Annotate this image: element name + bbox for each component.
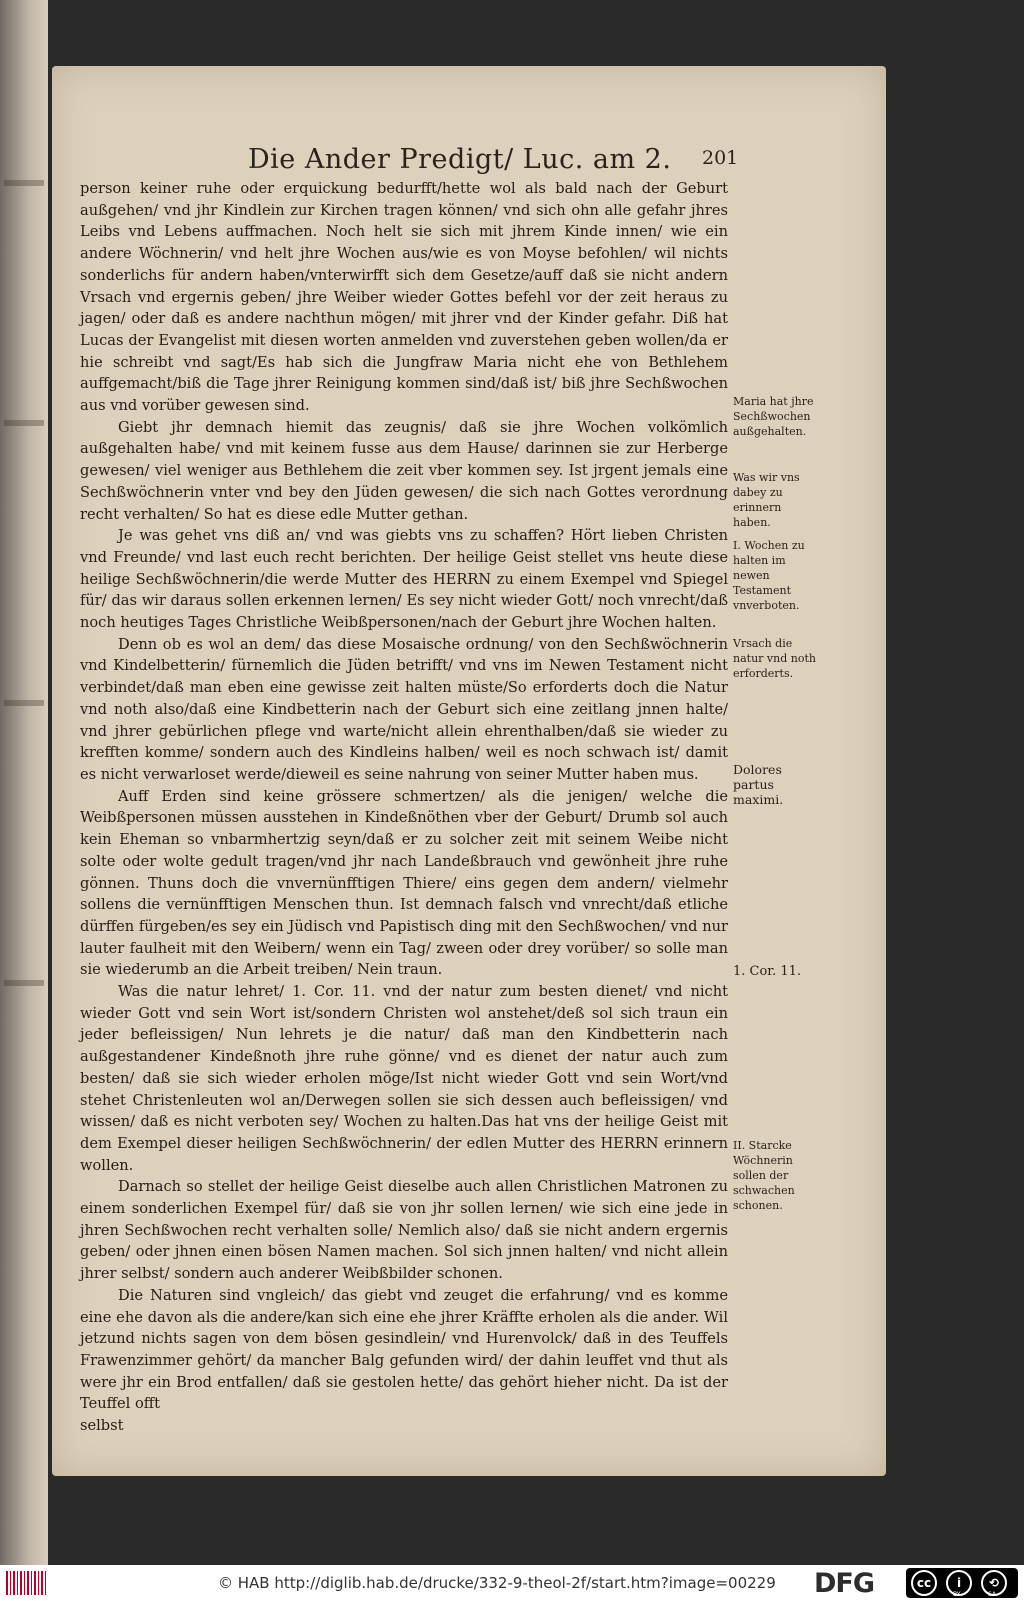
paragraph: Je was gehet vns diß an/ vnd was giebts vns zu schaffen? Hört lieben Christen vnd Freunde/ vnd last euch recht berichten. Der heilige Geist stellet vns heute diese heilige Sechßwöchnerin/die werde Mutter des HERRN zu einem Exempel vnd Spiegel für/ das wir daraus sollen erkennen lernen/ Es sey nicht wieder Gott/ noch vnrecht/daß noch heutiges Tages Christliche Weibßpersonen/nach der Geburt jhre Wochen halten. (80, 527, 728, 632)
barcode-icon (6, 1571, 46, 1595)
margin-note: I. Wochen zu halten im newen Testament vnverboten. (733, 539, 805, 612)
cc-license-badge[interactable] (906, 1568, 1018, 1598)
bleed-mark (4, 700, 44, 706)
dfg-logo: DFG (814, 1568, 875, 1599)
cc-icon: cc (911, 1570, 937, 1596)
paragraph: Auff Erden sind keine grössere schmertzen/ als die jenigen/ welche die Weibßpersonen müssen ausstehen in Kindeßnöthen vber der Geburt/ Drumb sol auch kein Eheman so vnbarmhertzig seyn/daß er zu solcher zeit mit seinem Weibe nicht solte oder wolte gedult tragen/vnd jhr nach Landeßbrauch vnd gewönheit jhre ruhe gönnen. Thuns doch die vnvernünfftigen Thiere/ eins gegen dem andern/ vielmehr sollens die vernünfftigen Menschen thun. Ist demnach falsch vnd vnrecht/daß etliche dürffen fürgeben/es sey ein Jüdisch vnd Papistisch ding mit den Sechßwochen/ vnd nur lauter faulheit mit den Weibern/ wenn ein Tag/ zween oder drey vorüber/ so solle man sie wiederumb an die Arbeit treiben/ Nein traun. (80, 787, 728, 979)
margin-note: Vrsach die natur vnd noth erforderts. (733, 637, 816, 680)
by-label: BY (953, 1591, 961, 1598)
footer-bar (0, 1565, 1024, 1601)
paragraph: Die Naturen sind vngleich/ das giebt vnd zeuget die erfahrung/ vnd es komme eine ehe davon als die andere/kan sich eine ehe jhrer Kräffte erholen als die ander. Wil jetzund nichts sagen von dem bösen gesindlein/ vnd Hurenvolck/ daß in des Teuffels Frawenzimmer gehört/ da mancher Balg gefunden wird/ der dahin leuffet vnd thut als were jhr ein Brod entfallen/ daß sie gestolen hette/ das gehört hieher nicht. Da ist der Teuffel offt (80, 1286, 728, 1413)
running-head: Die Ander Predigt/ Luc. am 2. (248, 144, 672, 175)
source-link[interactable]: © HAB http://diglib.hab.de/drucke/332-9-theol-2f/start.htm?image=00229 (218, 1574, 776, 1592)
paragraph: Denn ob es wol an dem/ das diese Mosaische ordnung/ von den Sechßwöchnerin vnd Kindelbetterin/ fürnemlich die Jüden betrifft/ vnd vns im Newen Testament nicht verbindet/daß man eben eine gewisse zeit halten müste/So erforderts doch die Natur vnd noth also/daß eine Kindbetterin nach der Geburt sich eine zeitlang jnnen halte/ vnd jhrer gebürlichen pflege vnd warte/nicht allein ehrenthalben/daß sie wieder zu krefften komme/ sondern auch des Kindleins halben/ weil es noch schwach ist/ damit es nicht verwarloset werde/dieweil es seine nahrung von seiner Mutter haben mus. (80, 635, 728, 783)
previous-page-edge (0, 0, 48, 1565)
paragraph: person keiner ruhe oder erquickung bedurfft/hette wol als bald nach der Geburt außgehen/ vnd jhr Kindlein zur Kirchen tragen können/ vnd sich ohn alle gefahr jhres Leibs vnd Lebens auffmachen. Noch helt sie sich mit jhrem Kinde innen/ wie ein andere Wöchnerin/ vnd helt jhre Wochen aus/wie es von Moyse befohlen/ wil nichts sonderlichs für andern haben/vnterwirfft sich dem Gesetze/auff daß sie nicht andern Vrsach vnd ergernis geben/ jhre Weiber wieder Gottes befehl vor der zeit heraus zu jagen/ oder daß es andere nachthun mögen/ mit jhrer vnd der Kinder gefahr. Diß hat Lucas der Evangelist mit diesen worten anmelden vnd zuverstehen geben wollen/da er hie schreibt vnd sagt/Es hab sich die Jungfraw Maria nicht ehe von Bethlehem auffgemacht/biß die Tage jhrer Reinigung kommen sind/daß ist/ biß jhre Sechßwochen aus vnd vorüber gewesen sind. (80, 180, 728, 415)
paragraph: Was die natur lehret/ 1. Cor. 11. vnd der natur zum besten dienet/ vnd nicht wieder Gott vnd sein Wort ist/sondern Christen wol anstehet/deß sol sich traun ein jeder befleissigen/ Nun lehrets je die natur/ daß man den Kindbetterin nach außgestandener Kindeßnoth jhre ruhe gönne/ vnd es dienet der natur auch zum besten/ daß sie sich wieder erholen möge/Ist nicht wieder Gott vnd sein Wort/vnd stehet Christenleuten wol an/Derwegen sollen sie sich dessen auch befleissigen/ vnd wissen/ daß es nicht verboten sey/ Wochen zu halten.Das hat vns der heilige Geist mit dem Exempel dieser heiligen Sechßwöchnerin/ der edlen Mutter des HERRN erinnern wollen. (80, 983, 728, 1174)
folio-number: 201 (702, 147, 739, 169)
catchword: selbst (80, 1417, 124, 1435)
bleed-mark (4, 180, 44, 186)
margin-note: 1. Cor. 11. (733, 964, 802, 979)
margin-note: Maria hat jhre Sechßwochen außgehalten. (733, 395, 814, 438)
bleed-mark (4, 420, 44, 426)
sa-label: SA (988, 1591, 997, 1598)
by-icon: i (946, 1570, 972, 1596)
sa-icon: ⟲ (981, 1570, 1007, 1596)
margin-note: Was wir vns dabey zu erinnern haben. (733, 471, 800, 529)
paragraph: Darnach so stellet der heilige Geist dieselbe auch allen Christlichen Matronen zu einem sonderlichen Exempel für/ daß sie von jhr sollen lernen/ wie sich eine jede in jhren Sechßwochen recht verhalten solle/ Nemlich also/ daß sie nicht andern ergernis geben/ oder jhnen einen bösen Namen machen. Sol sich jnnen halten/ vnd nicht allein jhrer selbst/ sondern auch anderer Weibßbilder schonen. (80, 1178, 728, 1283)
body-text (80, 178, 728, 1437)
paragraph: Giebt jhr demnach hiemit das zeugnis/ daß sie jhre Wochen volkömlich außgehalten habe/ vnd mit keinem fusse aus dem Hause/ darinnen sie zur Herberge gewesen/ viel weniger aus Bethlehem die zeit vber kommen sey. Ist jrgent jemals eine Sechßwöchnerin vnter vnd bey den Jüden gewesen/ die sich nach Gottes verordnung recht verhalten/ So hat es diese edle Mutter gethan. (80, 418, 728, 523)
margin-note: II. Starcke Wöchnerin sollen der schwachen schonen. (733, 1139, 795, 1212)
bleed-mark (4, 980, 44, 986)
margin-note: Dolores partus maximi. (733, 762, 784, 807)
